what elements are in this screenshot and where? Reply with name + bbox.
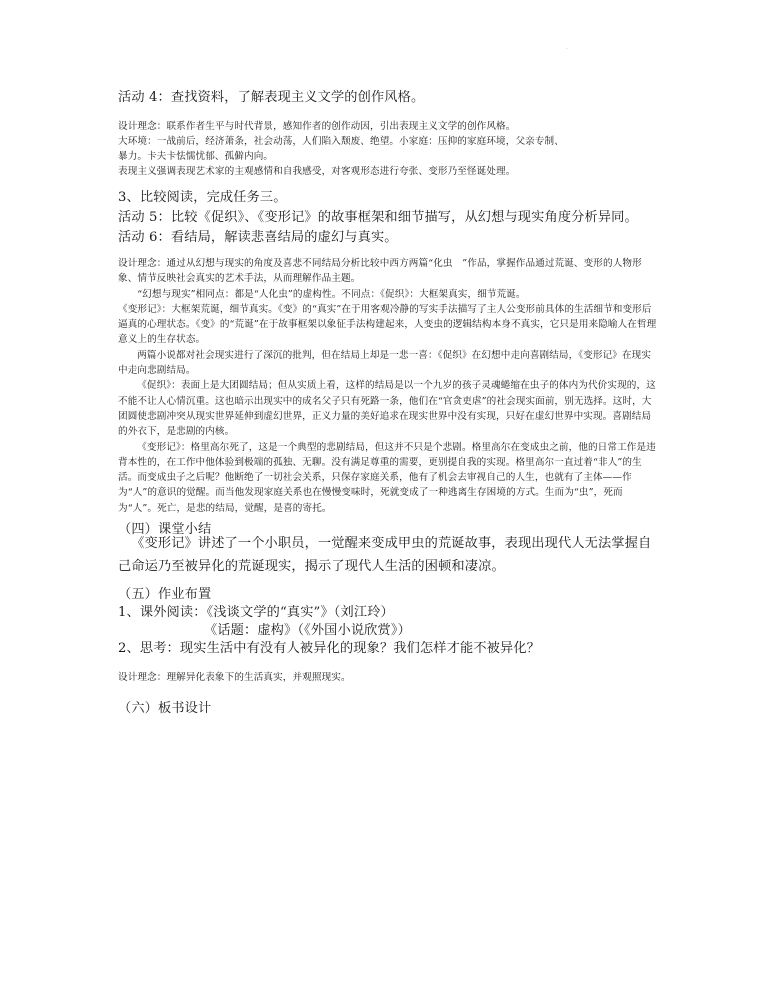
summary-heading: （四）课堂小结 — [118, 522, 212, 537]
summary-block — [118, 533, 658, 578]
corner-mark: . — [566, 44, 568, 51]
homework-design: 设计理念：理解异化表象下的生活真实，并观照现实。 — [118, 672, 351, 683]
board-heading: （六）板书设计 — [118, 701, 212, 716]
activity4-design-line: 表现主义强调表现艺术家的主观感情和自我感受，对客观形态进行夸张、变形乃至怪诞处理。 — [118, 166, 516, 177]
activity4-design-line: 大环境：一战前后，经济萧条，社会动荡，人们陷入颓废、绝望。小家庭：压抑的家庭环境，父亲专制、 — [118, 136, 564, 147]
design-paragraph: 两篇小说都对社会现实进行了深沉的批判，但在结局上却是一悲一喜：《促织》在幻想中走向喜剧结局，《变形记》在现实中走向悲剧结局。 — [118, 349, 652, 377]
homework-item: 2、思考：现实生活中有没有人被异化的现象？我们怎样才能不被异化？ — [118, 641, 540, 656]
activity4-design-line: 暴力。卡夫卡怯懦忧郁、孤僻内向。 — [118, 151, 274, 162]
design-paragraph: 《变形记》：格里高尔死了，这是一个典型的悲剧结局，但这并不只是个悲剧。格里高尔在变成虫之前，他的日常工作是违背本性的，在工作中他体验到极端的孤独、无聊。没有满足尊重的需要，更别提自我的实现。格里高尔一直过着“非人”的生活。而变成虫子之后呢？他断绝了一切社会关系，只保存家庭关系，他有了机会去审视自己的人生，也就有了主体——作为“人”的意识的觉醒。而当他发现家庭关系也在慢慢变味时，死就变成了一种逃离生存困境的方式。生而为“虫”，死而为“人”。死亡，是悲的结局，觉醒，是喜的寄托。 — [118, 441, 656, 514]
activity4-heading: 活动 4：查找资料，了解表现主义文学的创作风格。 — [118, 90, 425, 105]
design-paragraph: “幻想与现实”相同点：都是“人化虫”的虚构性。不同点：《促织》：大框架真实，细节荒诞。 — [137, 288, 526, 300]
activity4-design-line: 设计理念：联系作者生平与时代背景，感知作者的创作动因，引出表现主义文学的创作风格。 — [118, 121, 516, 132]
activity6-text: 活动 6：看结局，解读悲喜结局的虚幻与真实。 — [118, 230, 398, 245]
design-paragraph: 设计理念：通过从幻想与现实的角度及喜悲不同结局分析比较中西方两篇“化虫 ”作品，掌握作品通过荒诞、变形的人物形象、情节反映社会真实的艺术手法，从而理解作品主题。 — [118, 258, 642, 285]
homework-heading: （五）作业布置 — [118, 587, 212, 602]
design-paragraph: 《促织》：表面上是大团圆结局；但从实质上看，这样的结局是以一个九岁的孩子灵魂蜷缩在虫子的体内为代价实现的，这不能不让人心情沉重。这也暗示出现实中的成名父子只有死路一条，他们在“官贪吏虐”的社会现实面前，别无选择。这时，大团圆使悲剧冲突从现实世界延伸到虚幻世界，正义力量的美好追求在现实世界中没有实现，只好在虚幻世界中实现。喜剧结局的外衣下，是悲剧的内核。 — [118, 380, 656, 438]
design-paragraph: 《变形记》：大框架荒诞，细节真实。《变》的“真实”在于用客观冷静的写实手法描写了主人公变形前具体的生活细节和变形后逼真的心理状态。《变》的“荒诞”在于故事框架以象征手法构建起来，人变虫的逻辑结构本身不真实，它只是用来隐喻人在哲理意义上的生存状态。 — [118, 303, 657, 346]
homework-item: 《话题：虚构》（《外国小说欣赏》） — [204, 623, 411, 638]
homework-item: 1、课外阅读：《浅谈文学的“真实”》（刘江玲） — [118, 605, 394, 620]
summary-body: 《变形记》讲述了一个小职员，一觉醒来变成甲虫的荒诞故事，表现出现代人无法掌握自己命运乃至被异化的荒诞现实，揭示了现代人生活的困顿和凄凉。 — [118, 536, 652, 574]
activity5-text: 活动 5：比较《促织》、《变形记》的故事框架和细节描写，从幻想与现实角度分析异同。 — [118, 210, 638, 225]
task3-heading: 3、比较阅读，完成任务三。 — [118, 190, 287, 205]
design-rationale-block — [118, 256, 658, 516]
